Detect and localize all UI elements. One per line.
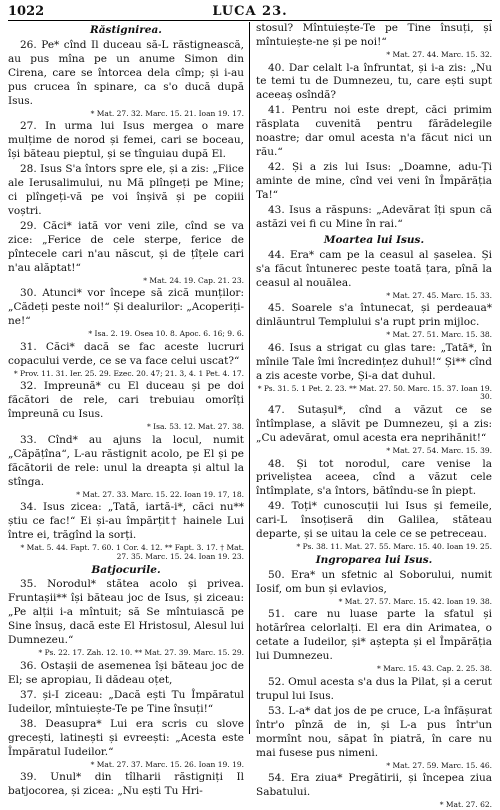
verse: 31. Căci* dacă se fac aceste lucruri copacului verde, ce se va face celui uscat?“ xyxy=(8,340,244,367)
page-title: LUCA 23. xyxy=(212,4,288,19)
verse: 38. Deasupra* Lui era scris cu slove grecești, latinești și evreești: „Acesta este Împăratul Iudeilor.“ xyxy=(8,717,244,758)
cross-reference: * Mat. 27. 45. Marc. 15. 33. xyxy=(386,290,492,300)
verse: 54. Era ziua* Pregătirii, și începea ziua Sabatului. xyxy=(256,772,492,799)
section-heading: Ingroparea lui Isus. xyxy=(315,553,433,566)
cross-reference: * Mat. 27. 57. Marc. 15. 42. Ioan 19. 38. xyxy=(338,596,492,606)
verse: 39. Unul* din tîlharii răstigniți Il batjocorea, și zicea: „Nu ești Tu Hri- xyxy=(8,771,244,798)
cross-reference: * Mat. 24. 19. Cap. 21. 23. xyxy=(143,275,244,285)
verse: 48. Și tot norodul, care venise la priveliștea aceea, cînd a văzut cele întîmplate, s'a întors, bătîndu-se în piept. xyxy=(256,457,492,498)
verse: 52. Omul acesta s'a dus la Pilat, și a cerut trupul lui Isus. xyxy=(256,675,492,702)
verse: 43. Isus a răspuns: „Adevărat îți spun că astăzi vei fi cu Mine în rai.“ xyxy=(256,204,492,231)
verse: 35. Norodul* stătea acolo și privea. Fruntașii** își băteau joc de Isus, și ziceau: „Pe alții i-a mîntuit; să Se mîntuiască pe Sine însuș, dacă este El Hristosul, Alesul lui Dumnezeu.“ xyxy=(8,578,244,647)
section-heading: Batjocurile. xyxy=(91,563,161,576)
cross-reference: * Ps. 31. 5. 1 Pet. 2. 23. ** Mat. 27. 50. Marc. 15. 37. Ioan 19. 30. xyxy=(257,383,492,402)
cross-reference: * Mat. 27. 54. Marc. 15. 39. xyxy=(386,445,492,455)
cross-reference: * Ps. 38. 11. Mat. 27. 55. Marc. 15. 40. Ioan 19. 25. xyxy=(296,542,492,552)
verse: 33. Cînd* au ajuns la locul, numit „Căpățîna“, L-au răstignit acolo, pe El și pe făcătorii de rele: unul la dreapta și altul la stînga. xyxy=(8,433,244,488)
left-column xyxy=(8,22,244,798)
verse: 47. Sutașul*, cînd a văzut ce se întîmplase, a slăvit pe Dumnezeu, și a zis: „Cu adevărat, omul acesta era neprihănit!“ xyxy=(256,404,492,444)
verse: 29. Căci* iată vor veni zile, cînd se va zice: „Ferice de cele sterpe, ferice de pîntecele cari n'au născut, și de țîțele cari n'au alăptat!“ xyxy=(8,220,244,274)
verse: 40. Dar celalt l-a înfruntat, și i-a zis: „Nu te temi tu de Dumnezeu, tu, care ești supt aceeaș osîndă? xyxy=(256,61,492,102)
section-heading: Răstignirea. xyxy=(90,24,162,36)
verse: 37. și-I ziceau: „Dacă ești Tu Împăratul Iudeilor, mîntuiește-Te pe Tine însuți!“ xyxy=(8,688,244,715)
cross-reference: * Prov. 11. 31. Ier. 25. 29. Ezec. 20. 47; 21. 3, 4. 1 Pet. 4. 17. xyxy=(13,368,244,378)
cross-reference: * Mat. 27. 44. Marc. 15. 32. xyxy=(386,49,492,59)
verse: 26. Pe* cînd Il duceau să-L răstignească, au pus mîna pe un anume Simon din Cirena, care se întorcea dela cîmp; și i-au pus crucea în spinare, ca s'o ducă după Isus. xyxy=(8,38,244,107)
cross-reference: * Mat. 27. 37. Marc. 15. 26. Ioan 19. 19. xyxy=(90,759,244,769)
cross-reference: * Mat. 27. 33. Marc. 15. 22. Ioan 19. 17, 18. xyxy=(76,489,244,499)
verse: 27. In urma lui Isus mergea o mare mulțime de norod și femei, cari se boceau, își băteau pieptul, și se tînguiau după El. xyxy=(8,120,244,161)
cross-reference: * Mat. 27. 59. Marc. 15. 46. xyxy=(386,760,492,770)
cross-reference: * Isa. 53. 12. Mat. 27. 38. xyxy=(147,422,244,432)
verse: 51. care nu luase parte la sfatul și hotărîrea celorlalți. El era din Arimatea, o cetate a Iudeilor, și* aștepta și el Împărăția lui Dumnezeu. xyxy=(256,608,492,663)
verse: 30. Atunci* vor începe să zică munților: „Cădeți peste noi!“ Și dealurilor: „Acoperiți-ne!“ xyxy=(8,287,244,328)
cross-reference: * Marc. 15. 43. Cap. 2. 25. 38. xyxy=(376,664,492,674)
verse: 36. Ostașii de asemenea își băteau joc de El; se apropiau, Ii dădeau oțet, xyxy=(8,659,244,686)
verse: 53. L-a* dat jos de pe cruce, L-a înfășurat într'o pînză de in, și L-a pus într'un mormînt nou, săpat în piatră, în care nu mai fusese pus nimeni. xyxy=(256,704,492,759)
cross-reference: * Mat. 27. 32. Marc. 15. 21. Ioan 19. 17. xyxy=(90,108,244,118)
verse: 45. Soarele s'a întunecat, și perdeaua* dinlăuntrul Templului s'a rupt prin mijloc. xyxy=(256,302,492,329)
verse: 41. Pentru noi este drept, căci primim răsplata cuvenită pentru fărădelegile noastre; dar omul acesta n'a făcut nici un rău.“ xyxy=(256,104,492,159)
verse-continuation: stosul? Mîntuiește-Te pe Tine însuți, și mîntuiește-ne și pe noi!“ xyxy=(256,22,492,48)
verse: 50. Era* un sfetnic al Soborului, numit Iosif, om bun și evlavios, xyxy=(256,568,492,595)
verse: 32. Impreună* cu El duceau și pe doi făcători de rele, cari trebuiau omorîți împreună cu Isus. xyxy=(8,380,244,421)
cross-reference: * Mat. 27. 51. Marc. 15. 38. xyxy=(386,330,492,340)
cross-reference: * Isa. 2. 19. Osea 10. 8. Apoc. 6. 16; 9. 6. xyxy=(88,329,244,339)
header-rule xyxy=(8,20,492,21)
verse: 42. Și a zis lui Isus: „Doamne, adu-Ți aminte de mine, cînd vei veni în Împărăția Ta!“ xyxy=(256,161,492,202)
cross-reference: * Mat. 5. 44. Fapt. 7. 60. 1 Cor. 4. 12. ** Fapt. 3. 17. † Mat. 27. 35. Marc. 15. 24. Ioan 19. 23. xyxy=(20,543,244,561)
right-column xyxy=(256,22,492,810)
verse: 46. Isus a strigat cu glas tare: „Tată*, în mînile Tale îmi încredințez duhul!“ Și** cînd a zis aceste vorbe, Și-a dat duhul. xyxy=(256,341,492,382)
verse: 34. Isus zicea: „Tată, iartă-i*, căci nu** știu ce fac!“ Ei și-au împărțit† hainele Lui între ei, trăgînd la sorți. xyxy=(8,501,244,542)
cross-reference: * Mat. 27. 62. xyxy=(439,800,492,810)
verse: 49. Toți* cunoscuții lui Isus și femeile, cari-L însoțiseră din Galilea, stăteau departe, și se uitau la cele ce se petreceau. xyxy=(256,500,492,541)
cross-reference: * Ps. 22. 17. Zah. 12. 10. ** Mat. 27. 39. Marc. 15. 29. xyxy=(38,648,244,658)
column-divider xyxy=(249,22,250,734)
section-heading: Moartea lui Isus. xyxy=(323,233,425,246)
verse: 44. Era* cam pe la ceasul al șaselea. Și s'a făcut întunerec peste toată țara, pînă la ceasul al nouălea. xyxy=(256,248,492,289)
verse: 28. Isus S'a întors spre ele, și a zis: „Fiice ale Ierusalimului, nu Mă plîngeți pe Mine; ci plîngeți-vă pe voi înșivă și pe copiii voștri. xyxy=(8,163,244,218)
page-number: 1022 xyxy=(8,4,45,19)
